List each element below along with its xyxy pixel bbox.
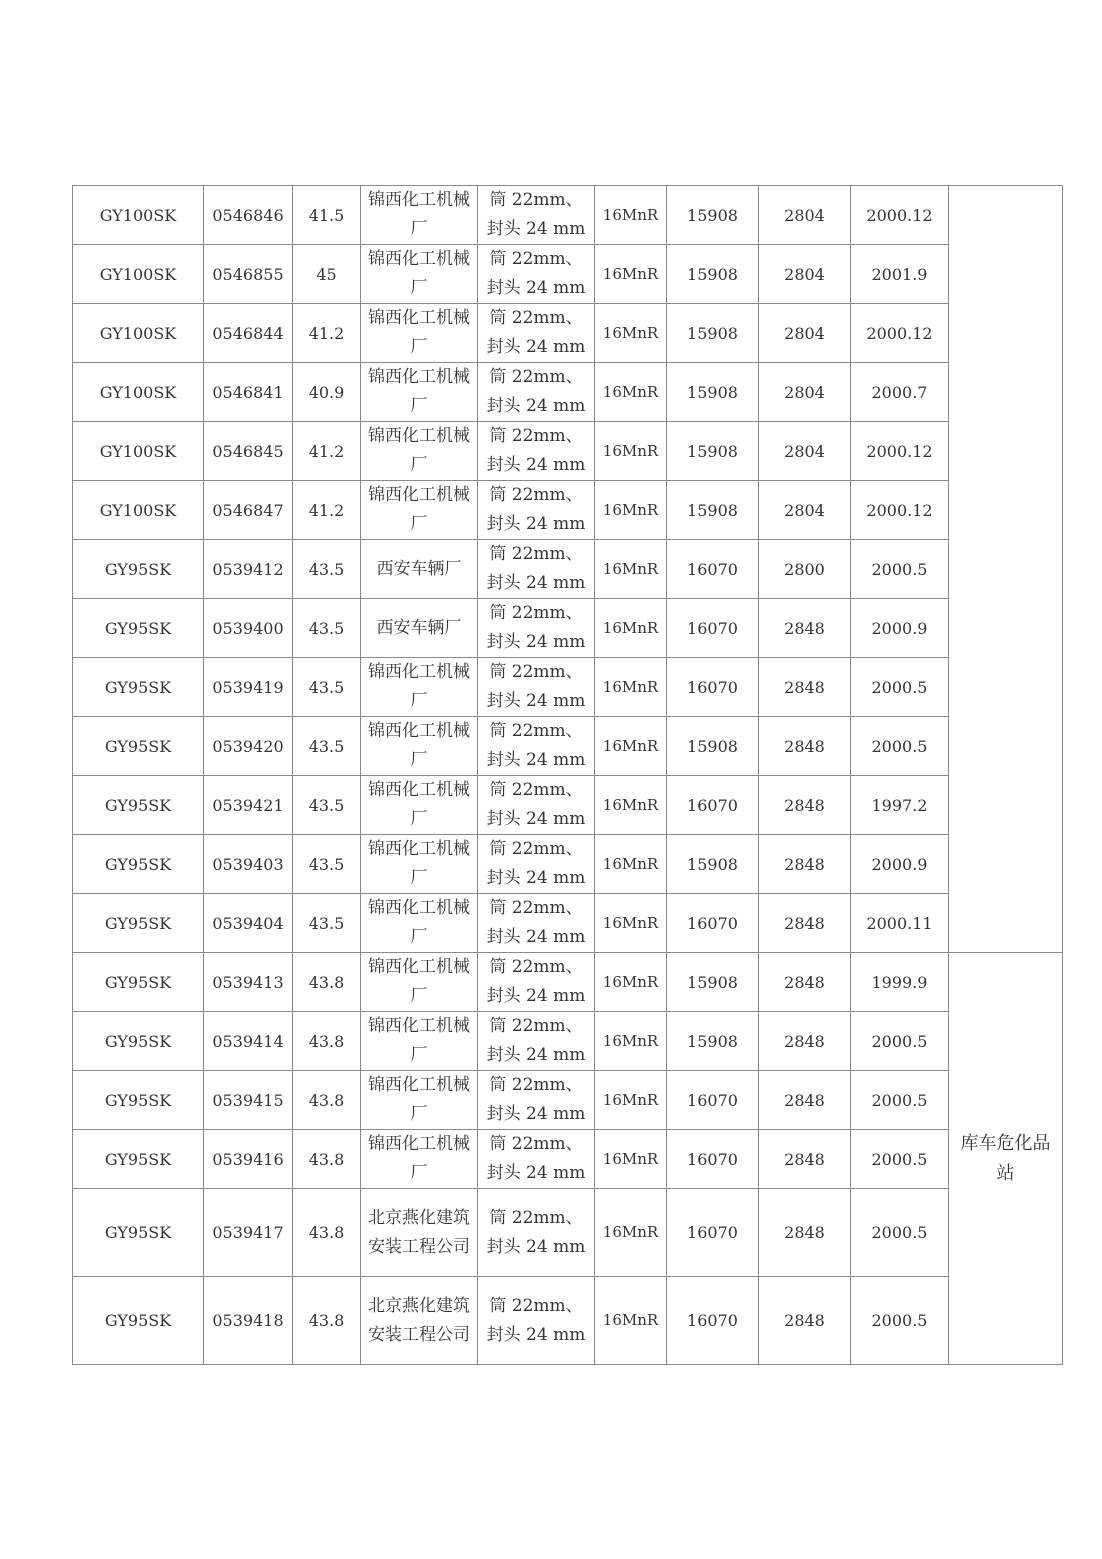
number-cell: 0546844: [204, 304, 293, 363]
material-cell: 16MnR: [595, 1189, 667, 1277]
material-cell: 16MnR: [595, 835, 667, 894]
manufacturer-cell: 锦西化工机械厂: [361, 953, 478, 1012]
material-cell: 16MnR: [595, 658, 667, 717]
number-cell: 0539403: [204, 835, 293, 894]
table-row: [73, 1012, 1063, 1071]
table-row: [73, 1189, 1063, 1277]
diameter-cell: 2848: [759, 1012, 851, 1071]
date-cell: 2001.9: [851, 245, 949, 304]
number-cell: 0539421: [204, 776, 293, 835]
manufacturer-cell: 锦西化工机械厂: [361, 658, 478, 717]
date-cell: 2000.11: [851, 894, 949, 953]
material-cell: 16MnR: [595, 1130, 667, 1189]
date-cell: 2000.5: [851, 1012, 949, 1071]
thickness-cell: 筒 22mm、封头 24 mm: [478, 658, 595, 717]
number-cell: 0539400: [204, 599, 293, 658]
model-cell: GY95SK: [73, 894, 204, 953]
tare-weight-cell: 15908: [667, 363, 759, 422]
material-cell: 16MnR: [595, 953, 667, 1012]
volume-cell: 43.5: [293, 776, 361, 835]
model-cell: GY95SK: [73, 540, 204, 599]
tare-weight-cell: 15908: [667, 717, 759, 776]
number-cell: 0546841: [204, 363, 293, 422]
thickness-cell: 筒 22mm、封头 24 mm: [478, 481, 595, 540]
number-cell: 0546846: [204, 186, 293, 245]
volume-cell: 43.5: [293, 717, 361, 776]
number-cell: 0539420: [204, 717, 293, 776]
model-cell: GY100SK: [73, 245, 204, 304]
manufacturer-cell: 北京燕化建筑安装工程公司: [361, 1189, 478, 1277]
diameter-cell: 2848: [759, 658, 851, 717]
tare-weight-cell: 16070: [667, 1071, 759, 1130]
thickness-cell: 筒 22mm、封头 24 mm: [478, 717, 595, 776]
number-cell: 0539414: [204, 1012, 293, 1071]
model-cell: GY95SK: [73, 776, 204, 835]
thickness-cell: 筒 22mm、封头 24 mm: [478, 304, 595, 363]
table-row: [73, 363, 1063, 422]
number-cell: 0546855: [204, 245, 293, 304]
table-row: [73, 835, 1063, 894]
volume-cell: 43.5: [293, 835, 361, 894]
volume-cell: 43.5: [293, 599, 361, 658]
model-cell: GY95SK: [73, 1189, 204, 1277]
station-note-cell: 库车危化品站: [949, 953, 1063, 1365]
date-cell: 2000.12: [851, 304, 949, 363]
table-row: [73, 540, 1063, 599]
material-cell: 16MnR: [595, 1277, 667, 1365]
volume-cell: 41.5: [293, 186, 361, 245]
manufacturer-cell: 西安车辆厂: [361, 540, 478, 599]
tare-weight-cell: 15908: [667, 1012, 759, 1071]
number-cell: 0539419: [204, 658, 293, 717]
volume-cell: 41.2: [293, 422, 361, 481]
manufacturer-cell: 锦西化工机械厂: [361, 894, 478, 953]
diameter-cell: 2804: [759, 304, 851, 363]
thickness-cell: 筒 22mm、封头 24 mm: [478, 953, 595, 1012]
volume-cell: 43.8: [293, 1130, 361, 1189]
number-cell: 0539416: [204, 1130, 293, 1189]
manufacturer-cell: 锦西化工机械厂: [361, 422, 478, 481]
tare-weight-cell: 15908: [667, 481, 759, 540]
table-row: [73, 245, 1063, 304]
manufacturer-cell: 锦西化工机械厂: [361, 1071, 478, 1130]
table-row: [73, 599, 1063, 658]
model-cell: GY95SK: [73, 599, 204, 658]
date-cell: 2000.5: [851, 540, 949, 599]
thickness-cell: 筒 22mm、封头 24 mm: [478, 894, 595, 953]
thickness-cell: 筒 22mm、封头 24 mm: [478, 186, 595, 245]
model-cell: GY100SK: [73, 422, 204, 481]
material-cell: 16MnR: [595, 776, 667, 835]
manufacturer-cell: 锦西化工机械厂: [361, 481, 478, 540]
model-cell: GY95SK: [73, 1130, 204, 1189]
table-row: [73, 481, 1063, 540]
thickness-cell: 筒 22mm、封头 24 mm: [478, 1189, 595, 1277]
table-row: [73, 658, 1063, 717]
material-cell: 16MnR: [595, 1012, 667, 1071]
thickness-cell: 筒 22mm、封头 24 mm: [478, 1130, 595, 1189]
table-row: [73, 953, 1063, 1012]
tare-weight-cell: 16070: [667, 599, 759, 658]
diameter-cell: 2848: [759, 1189, 851, 1277]
model-cell: GY95SK: [73, 1071, 204, 1130]
tare-weight-cell: 15908: [667, 245, 759, 304]
date-cell: 2000.12: [851, 481, 949, 540]
material-cell: 16MnR: [595, 422, 667, 481]
table-row: [73, 304, 1063, 363]
volume-cell: 41.2: [293, 304, 361, 363]
number-cell: 0539404: [204, 894, 293, 953]
thickness-cell: 筒 22mm、封头 24 mm: [478, 245, 595, 304]
number-cell: 0539412: [204, 540, 293, 599]
volume-cell: 40.9: [293, 363, 361, 422]
document-table-wrapper: [72, 185, 1062, 1365]
date-cell: 2000.7: [851, 363, 949, 422]
volume-cell: 43.5: [293, 658, 361, 717]
manufacturer-cell: 锦西化工机械厂: [361, 245, 478, 304]
material-cell: 16MnR: [595, 245, 667, 304]
tare-weight-cell: 15908: [667, 304, 759, 363]
tare-weight-cell: 15908: [667, 422, 759, 481]
diameter-cell: 2848: [759, 599, 851, 658]
manufacturer-cell: 锦西化工机械厂: [361, 776, 478, 835]
model-cell: GY95SK: [73, 835, 204, 894]
table-row: [73, 1277, 1063, 1365]
number-cell: 0546845: [204, 422, 293, 481]
thickness-cell: 筒 22mm、封头 24 mm: [478, 1071, 595, 1130]
thickness-cell: 筒 22mm、封头 24 mm: [478, 1012, 595, 1071]
number-cell: 0539415: [204, 1071, 293, 1130]
model-cell: GY95SK: [73, 1012, 204, 1071]
number-cell: 0539417: [204, 1189, 293, 1277]
table-row: [73, 717, 1063, 776]
number-cell: 0539418: [204, 1277, 293, 1365]
diameter-cell: 2848: [759, 953, 851, 1012]
tare-weight-cell: 16070: [667, 776, 759, 835]
table-row: [73, 186, 1063, 245]
diameter-cell: 2848: [759, 1277, 851, 1365]
material-cell: 16MnR: [595, 894, 667, 953]
thickness-cell: 筒 22mm、封头 24 mm: [478, 835, 595, 894]
material-cell: 16MnR: [595, 1071, 667, 1130]
model-cell: GY95SK: [73, 658, 204, 717]
date-cell: 1997.2: [851, 776, 949, 835]
diameter-cell: 2848: [759, 1071, 851, 1130]
manufacturer-cell: 锦西化工机械厂: [361, 363, 478, 422]
tare-weight-cell: 15908: [667, 835, 759, 894]
date-cell: 2000.5: [851, 658, 949, 717]
diameter-cell: 2848: [759, 1130, 851, 1189]
material-cell: 16MnR: [595, 186, 667, 245]
tank-car-table: [72, 185, 1063, 1365]
date-cell: 2000.5: [851, 1189, 949, 1277]
tare-weight-cell: 16070: [667, 894, 759, 953]
diameter-cell: 2848: [759, 717, 851, 776]
manufacturer-cell: 锦西化工机械厂: [361, 835, 478, 894]
thickness-cell: 筒 22mm、封头 24 mm: [478, 599, 595, 658]
volume-cell: 43.5: [293, 894, 361, 953]
volume-cell: 43.8: [293, 1012, 361, 1071]
model-cell: GY100SK: [73, 304, 204, 363]
model-cell: GY95SK: [73, 953, 204, 1012]
manufacturer-cell: 北京燕化建筑安装工程公司: [361, 1277, 478, 1365]
thickness-cell: 筒 22mm、封头 24 mm: [478, 363, 595, 422]
tare-weight-cell: 15908: [667, 186, 759, 245]
diameter-cell: 2804: [759, 186, 851, 245]
volume-cell: 43.8: [293, 1189, 361, 1277]
date-cell: 2000.5: [851, 1130, 949, 1189]
tare-weight-cell: 16070: [667, 1189, 759, 1277]
diameter-cell: 2804: [759, 363, 851, 422]
volume-cell: 43.8: [293, 1277, 361, 1365]
date-cell: 2000.5: [851, 1277, 949, 1365]
manufacturer-cell: 锦西化工机械厂: [361, 1012, 478, 1071]
table-row: [73, 894, 1063, 953]
table-row: [73, 1071, 1063, 1130]
diameter-cell: 2848: [759, 776, 851, 835]
date-cell: 2000.5: [851, 1071, 949, 1130]
manufacturer-cell: 西安车辆厂: [361, 599, 478, 658]
number-cell: 0546847: [204, 481, 293, 540]
manufacturer-cell: 锦西化工机械厂: [361, 186, 478, 245]
date-cell: 2000.5: [851, 717, 949, 776]
manufacturer-cell: 锦西化工机械厂: [361, 717, 478, 776]
tare-weight-cell: 16070: [667, 1130, 759, 1189]
tare-weight-cell: 16070: [667, 658, 759, 717]
diameter-cell: 2848: [759, 835, 851, 894]
date-cell: 2000.12: [851, 186, 949, 245]
table-body: [73, 186, 1063, 1365]
diameter-cell: 2804: [759, 245, 851, 304]
date-cell: 2000.9: [851, 599, 949, 658]
tare-weight-cell: 15908: [667, 953, 759, 1012]
model-cell: GY100SK: [73, 481, 204, 540]
tare-weight-cell: 16070: [667, 540, 759, 599]
volume-cell: 45: [293, 245, 361, 304]
manufacturer-cell: 锦西化工机械厂: [361, 304, 478, 363]
material-cell: 16MnR: [595, 304, 667, 363]
material-cell: 16MnR: [595, 599, 667, 658]
volume-cell: 43.8: [293, 953, 361, 1012]
thickness-cell: 筒 22mm、封头 24 mm: [478, 776, 595, 835]
station-note-cell-top: [949, 186, 1063, 953]
model-cell: GY95SK: [73, 717, 204, 776]
table-row: [73, 776, 1063, 835]
model-cell: GY95SK: [73, 1277, 204, 1365]
number-cell: 0539413: [204, 953, 293, 1012]
date-cell: 1999.9: [851, 953, 949, 1012]
table-row: [73, 422, 1063, 481]
thickness-cell: 筒 22mm、封头 24 mm: [478, 540, 595, 599]
model-cell: GY100SK: [73, 363, 204, 422]
material-cell: 16MnR: [595, 363, 667, 422]
material-cell: 16MnR: [595, 717, 667, 776]
tare-weight-cell: 16070: [667, 1277, 759, 1365]
material-cell: 16MnR: [595, 481, 667, 540]
volume-cell: 43.8: [293, 1071, 361, 1130]
volume-cell: 41.2: [293, 481, 361, 540]
thickness-cell: 筒 22mm、封头 24 mm: [478, 422, 595, 481]
diameter-cell: 2804: [759, 481, 851, 540]
material-cell: 16MnR: [595, 540, 667, 599]
thickness-cell: 筒 22mm、封头 24 mm: [478, 1277, 595, 1365]
model-cell: GY100SK: [73, 186, 204, 245]
table-row: [73, 1130, 1063, 1189]
diameter-cell: 2800: [759, 540, 851, 599]
volume-cell: 43.5: [293, 540, 361, 599]
date-cell: 2000.12: [851, 422, 949, 481]
manufacturer-cell: 锦西化工机械厂: [361, 1130, 478, 1189]
diameter-cell: 2848: [759, 894, 851, 953]
date-cell: 2000.9: [851, 835, 949, 894]
diameter-cell: 2804: [759, 422, 851, 481]
